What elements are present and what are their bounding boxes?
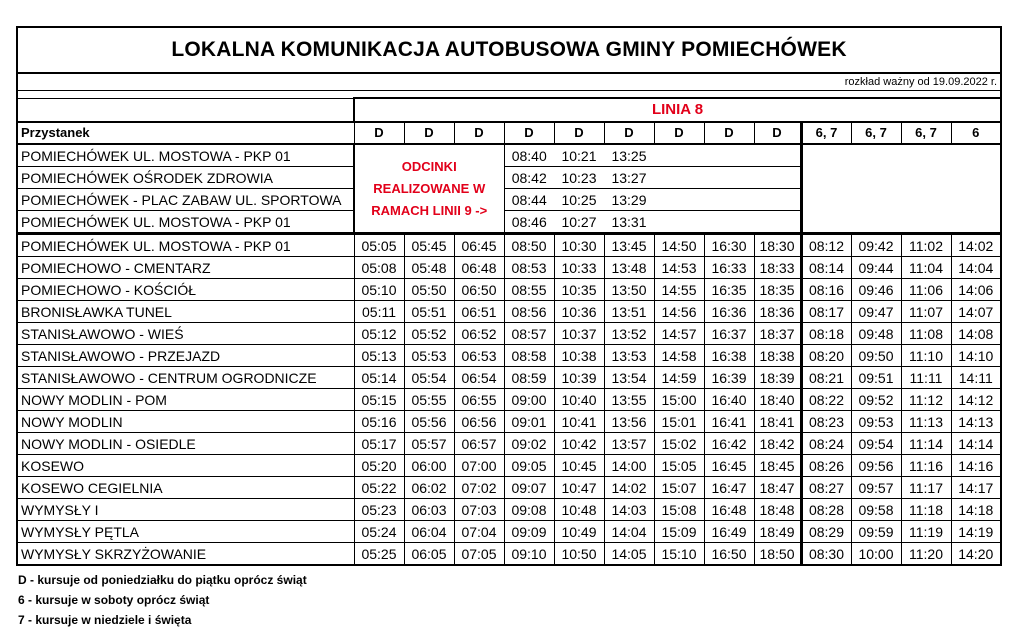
time-cell: 14:56 bbox=[654, 301, 704, 323]
time-cell: 11:18 bbox=[901, 499, 951, 521]
time-cell: 15:07 bbox=[654, 477, 704, 499]
legend-item: 6 - kursuje w soboty oprócz świąt bbox=[18, 593, 210, 607]
empty-cell bbox=[704, 189, 754, 211]
time-cell: 05:13 bbox=[354, 345, 404, 367]
time-cell: 11:06 bbox=[901, 279, 951, 301]
time-cell: 08:30 bbox=[801, 543, 851, 566]
time-cell: 14:11 bbox=[951, 367, 1001, 389]
page-title: LOKALNA KOMUNIKACJA AUTOBUSOWA GMINY POMIECHÓWEK bbox=[17, 27, 1001, 73]
time-cell: 05:16 bbox=[354, 411, 404, 433]
time-cell: 09:02 bbox=[504, 433, 554, 455]
time-cell: 10:42 bbox=[554, 433, 604, 455]
stop-name: POMIECHÓWEK UL. MOSTOWA - PKP 01 bbox=[17, 234, 354, 257]
time-cell: 16:48 bbox=[704, 499, 754, 521]
column-header: D bbox=[454, 122, 504, 144]
legend bbox=[18, 570, 307, 630]
time-cell: 09:46 bbox=[851, 279, 901, 301]
time-cell: 11:11 bbox=[901, 367, 951, 389]
stop-name: POMIECHÓWEK - PLAC ZABAW UL. SPORTOWA bbox=[17, 189, 354, 211]
time-cell: 18:41 bbox=[754, 411, 801, 433]
time-cell: 15:10 bbox=[654, 543, 704, 566]
time-cell: 13:27 bbox=[604, 167, 654, 189]
time-cell: 05:50 bbox=[404, 279, 454, 301]
time-cell: 09:10 bbox=[504, 543, 554, 566]
line-name: LINIA 8 bbox=[354, 98, 1001, 122]
time-cell: 08:53 bbox=[504, 257, 554, 279]
time-cell: 14:19 bbox=[951, 521, 1001, 543]
time-cell: 10:35 bbox=[554, 279, 604, 301]
time-cell: 06:48 bbox=[454, 257, 504, 279]
time-cell: 10:48 bbox=[554, 499, 604, 521]
time-cell: 05:53 bbox=[404, 345, 454, 367]
time-cell: 16:38 bbox=[704, 345, 754, 367]
empty-cell bbox=[654, 189, 704, 211]
stop-name: POMIECHÓWEK UL. MOSTOWA - PKP 01 bbox=[17, 144, 354, 167]
time-cell: 08:18 bbox=[801, 323, 851, 345]
time-cell: 14:08 bbox=[951, 323, 1001, 345]
time-cell: 11:16 bbox=[901, 455, 951, 477]
time-cell: 11:19 bbox=[901, 521, 951, 543]
time-cell: 06:45 bbox=[454, 234, 504, 257]
time-cell: 15:00 bbox=[654, 389, 704, 411]
column-header: D bbox=[704, 122, 754, 144]
time-cell: 09:57 bbox=[851, 477, 901, 499]
time-cell: 16:41 bbox=[704, 411, 754, 433]
table-row bbox=[17, 521, 1001, 543]
time-cell: 18:45 bbox=[754, 455, 801, 477]
time-cell: 14:03 bbox=[604, 499, 654, 521]
column-header: D bbox=[354, 122, 404, 144]
time-cell: 09:44 bbox=[851, 257, 901, 279]
time-cell: 08:58 bbox=[504, 345, 554, 367]
column-header: D bbox=[504, 122, 554, 144]
time-cell: 06:52 bbox=[454, 323, 504, 345]
time-cell: 14:07 bbox=[951, 301, 1001, 323]
column-header: D bbox=[654, 122, 704, 144]
empty-cell bbox=[654, 167, 704, 189]
time-cell: 15:01 bbox=[654, 411, 704, 433]
time-cell: 10:50 bbox=[554, 543, 604, 566]
stop-name: POMIECHÓWEK OŚRODEK ZDROWIA bbox=[17, 167, 354, 189]
time-cell: 05:10 bbox=[354, 279, 404, 301]
time-cell: 10:49 bbox=[554, 521, 604, 543]
table-row bbox=[17, 323, 1001, 345]
time-cell: 06:54 bbox=[454, 367, 504, 389]
time-cell: 05:24 bbox=[354, 521, 404, 543]
time-cell: 05:48 bbox=[404, 257, 454, 279]
time-cell: 14:14 bbox=[951, 433, 1001, 455]
time-cell: 16:37 bbox=[704, 323, 754, 345]
time-cell: 05:11 bbox=[354, 301, 404, 323]
stop-name: KOSEWO CEGIELNIA bbox=[17, 477, 354, 499]
time-cell: 18:50 bbox=[754, 543, 801, 566]
time-cell: 10:30 bbox=[554, 234, 604, 257]
time-cell: 07:05 bbox=[454, 543, 504, 566]
time-cell: 14:57 bbox=[654, 323, 704, 345]
time-cell: 07:00 bbox=[454, 455, 504, 477]
time-cell: 05:52 bbox=[404, 323, 454, 345]
time-cell: 11:20 bbox=[901, 543, 951, 566]
time-cell: 08:29 bbox=[801, 521, 851, 543]
legend-item: 7 - kursuje w niedziele i święta bbox=[18, 613, 192, 627]
time-cell: 06:02 bbox=[404, 477, 454, 499]
time-cell: 18:42 bbox=[754, 433, 801, 455]
table-row bbox=[17, 543, 1001, 566]
time-cell: 10:00 bbox=[851, 543, 901, 566]
time-cell: 09:54 bbox=[851, 433, 901, 455]
stop-name: WYMYSŁY I bbox=[17, 499, 354, 521]
time-cell: 07:04 bbox=[454, 521, 504, 543]
time-cell: 09:52 bbox=[851, 389, 901, 411]
time-cell: 08:16 bbox=[801, 279, 851, 301]
time-cell: 10:39 bbox=[554, 367, 604, 389]
time-cell: 08:59 bbox=[504, 367, 554, 389]
column-header: D bbox=[604, 122, 654, 144]
time-cell: 16:42 bbox=[704, 433, 754, 455]
time-cell: 15:02 bbox=[654, 433, 704, 455]
time-cell: 05:55 bbox=[404, 389, 454, 411]
time-cell: 09:47 bbox=[851, 301, 901, 323]
time-cell: 09:07 bbox=[504, 477, 554, 499]
time-cell: 11:14 bbox=[901, 433, 951, 455]
stop-name: STANISŁAWOWO - PRZEJAZD bbox=[17, 345, 354, 367]
time-cell: 09:01 bbox=[504, 411, 554, 433]
table-row bbox=[17, 345, 1001, 367]
time-cell: 10:21 bbox=[554, 144, 604, 167]
time-cell: 05:25 bbox=[354, 543, 404, 566]
time-cell: 14:20 bbox=[951, 543, 1001, 566]
time-cell: 09:50 bbox=[851, 345, 901, 367]
time-cell: 16:40 bbox=[704, 389, 754, 411]
time-cell: 05:22 bbox=[354, 477, 404, 499]
time-cell: 09:53 bbox=[851, 411, 901, 433]
time-cell: 05:08 bbox=[354, 257, 404, 279]
time-cell: 18:48 bbox=[754, 499, 801, 521]
time-cell: 18:37 bbox=[754, 323, 801, 345]
time-cell: 14:13 bbox=[951, 411, 1001, 433]
time-cell: 08:23 bbox=[801, 411, 851, 433]
time-cell: 08:20 bbox=[801, 345, 851, 367]
stop-name: POMIECHÓWEK UL. MOSTOWA - PKP 01 bbox=[17, 211, 354, 234]
time-cell: 08:26 bbox=[801, 455, 851, 477]
time-cell: 05:12 bbox=[354, 323, 404, 345]
time-cell: 11:08 bbox=[901, 323, 951, 345]
table-row bbox=[17, 499, 1001, 521]
time-cell: 13:56 bbox=[604, 411, 654, 433]
time-cell: 15:08 bbox=[654, 499, 704, 521]
time-cell: 18:47 bbox=[754, 477, 801, 499]
time-cell: 11:02 bbox=[901, 234, 951, 257]
time-cell: 11:07 bbox=[901, 301, 951, 323]
time-cell: 10:23 bbox=[554, 167, 604, 189]
time-cell: 08:42 bbox=[504, 167, 554, 189]
time-cell: 05:51 bbox=[404, 301, 454, 323]
validity-note: rozkład ważny od 19.09.2022 r. bbox=[17, 73, 1001, 91]
time-cell: 14:02 bbox=[951, 234, 1001, 257]
empty-cell bbox=[704, 144, 754, 167]
time-cell: 13:25 bbox=[604, 144, 654, 167]
time-cell: 09:48 bbox=[851, 323, 901, 345]
time-cell: 16:45 bbox=[704, 455, 754, 477]
time-cell: 14:05 bbox=[604, 543, 654, 566]
time-cell: 10:25 bbox=[554, 189, 604, 211]
time-cell: 11:12 bbox=[901, 389, 951, 411]
time-cell: 14:04 bbox=[951, 257, 1001, 279]
column-header: D bbox=[754, 122, 801, 144]
time-cell: 06:51 bbox=[454, 301, 504, 323]
spacer-row bbox=[17, 91, 1001, 99]
empty-cell bbox=[654, 211, 704, 234]
legend-item: D - kursuje od poniedziałku do piątku oprócz świąt bbox=[18, 573, 307, 587]
table-row bbox=[17, 433, 1001, 455]
time-cell: 14:10 bbox=[951, 345, 1001, 367]
time-cell: 13:57 bbox=[604, 433, 654, 455]
empty-cell bbox=[754, 167, 801, 189]
stop-name: KOSEWO bbox=[17, 455, 354, 477]
time-cell: 06:05 bbox=[404, 543, 454, 566]
time-cell: 08:50 bbox=[504, 234, 554, 257]
time-cell: 08:21 bbox=[801, 367, 851, 389]
table-row bbox=[17, 234, 1001, 257]
time-cell: 05:15 bbox=[354, 389, 404, 411]
time-cell: 14:12 bbox=[951, 389, 1001, 411]
time-cell: 08:55 bbox=[504, 279, 554, 301]
time-cell: 05:05 bbox=[354, 234, 404, 257]
time-cell: 10:38 bbox=[554, 345, 604, 367]
time-cell: 09:56 bbox=[851, 455, 901, 477]
stop-name: NOWY MODLIN bbox=[17, 411, 354, 433]
time-cell: 11:13 bbox=[901, 411, 951, 433]
table-row bbox=[17, 477, 1001, 499]
time-cell: 13:55 bbox=[604, 389, 654, 411]
time-cell: 06:56 bbox=[454, 411, 504, 433]
time-cell: 14:00 bbox=[604, 455, 654, 477]
time-cell: 08:46 bbox=[504, 211, 554, 234]
time-cell: 16:30 bbox=[704, 234, 754, 257]
table-row bbox=[17, 257, 1001, 279]
time-cell: 08:27 bbox=[801, 477, 851, 499]
time-cell: 13:31 bbox=[604, 211, 654, 234]
time-cell: 10:33 bbox=[554, 257, 604, 279]
stop-name: STANISŁAWOWO - WIEŚ bbox=[17, 323, 354, 345]
time-cell: 08:56 bbox=[504, 301, 554, 323]
time-cell: 06:57 bbox=[454, 433, 504, 455]
time-cell: 13:54 bbox=[604, 367, 654, 389]
time-cell: 05:20 bbox=[354, 455, 404, 477]
time-cell: 06:04 bbox=[404, 521, 454, 543]
time-cell: 06:03 bbox=[404, 499, 454, 521]
time-cell: 09:59 bbox=[851, 521, 901, 543]
time-cell: 09:08 bbox=[504, 499, 554, 521]
table-row bbox=[17, 411, 1001, 433]
stop-name: WYMYSŁY SKRZYŻOWANIE bbox=[17, 543, 354, 566]
time-cell: 06:53 bbox=[454, 345, 504, 367]
time-cell: 06:00 bbox=[404, 455, 454, 477]
time-cell: 10:36 bbox=[554, 301, 604, 323]
time-cell: 10:40 bbox=[554, 389, 604, 411]
time-cell: 08:57 bbox=[504, 323, 554, 345]
time-cell: 14:50 bbox=[654, 234, 704, 257]
time-cell: 09:58 bbox=[851, 499, 901, 521]
time-cell: 13:53 bbox=[604, 345, 654, 367]
time-cell: 18:39 bbox=[754, 367, 801, 389]
time-cell: 13:29 bbox=[604, 189, 654, 211]
time-cell: 11:10 bbox=[901, 345, 951, 367]
time-cell: 08:40 bbox=[504, 144, 554, 167]
time-cell: 14:04 bbox=[604, 521, 654, 543]
time-cell: 09:42 bbox=[851, 234, 901, 257]
empty-cell bbox=[704, 167, 754, 189]
time-cell: 10:37 bbox=[554, 323, 604, 345]
column-header: D bbox=[404, 122, 454, 144]
time-cell: 15:09 bbox=[654, 521, 704, 543]
table-row bbox=[17, 367, 1001, 389]
empty-cell bbox=[754, 211, 801, 234]
table-row bbox=[17, 279, 1001, 301]
time-cell: 09:09 bbox=[504, 521, 554, 543]
table-row bbox=[17, 389, 1001, 411]
time-cell: 13:45 bbox=[604, 234, 654, 257]
time-cell: 08:17 bbox=[801, 301, 851, 323]
time-cell: 14:18 bbox=[951, 499, 1001, 521]
time-cell: 16:47 bbox=[704, 477, 754, 499]
time-cell: 18:40 bbox=[754, 389, 801, 411]
time-cell: 15:05 bbox=[654, 455, 704, 477]
time-cell: 14:53 bbox=[654, 257, 704, 279]
time-cell: 05:56 bbox=[404, 411, 454, 433]
stop-column-header: Przystanek bbox=[17, 122, 354, 144]
time-cell: 14:58 bbox=[654, 345, 704, 367]
time-cell: 05:54 bbox=[404, 367, 454, 389]
column-header: 6, 7 bbox=[851, 122, 901, 144]
extra-row bbox=[17, 144, 1001, 167]
stop-name: WYMYSŁY PĘTLA bbox=[17, 521, 354, 543]
stop-name: NOWY MODLIN - OSIEDLE bbox=[17, 433, 354, 455]
time-cell: 14:02 bbox=[604, 477, 654, 499]
line9-note: ODCINKI REALIZOWANE W RAMACH LINII 9 -> bbox=[354, 144, 504, 234]
time-cell: 14:55 bbox=[654, 279, 704, 301]
time-cell: 10:27 bbox=[554, 211, 604, 234]
column-header: 6, 7 bbox=[901, 122, 951, 144]
time-cell: 16:36 bbox=[704, 301, 754, 323]
time-cell: 18:49 bbox=[754, 521, 801, 543]
timetable bbox=[16, 26, 1002, 566]
time-cell: 08:44 bbox=[504, 189, 554, 211]
header-blank bbox=[17, 98, 354, 122]
time-cell: 18:38 bbox=[754, 345, 801, 367]
time-cell: 18:36 bbox=[754, 301, 801, 323]
time-cell: 08:12 bbox=[801, 234, 851, 257]
time-cell: 06:55 bbox=[454, 389, 504, 411]
time-cell: 18:30 bbox=[754, 234, 801, 257]
table-row bbox=[17, 301, 1001, 323]
time-cell: 14:16 bbox=[951, 455, 1001, 477]
time-cell: 16:39 bbox=[704, 367, 754, 389]
stop-name: STANISŁAWOWO - CENTRUM OGRODNICZE bbox=[17, 367, 354, 389]
stop-name: POMIECHOWO - KOŚCIÓŁ bbox=[17, 279, 354, 301]
time-cell: 08:28 bbox=[801, 499, 851, 521]
table-row bbox=[17, 455, 1001, 477]
time-cell: 05:17 bbox=[354, 433, 404, 455]
time-cell: 10:47 bbox=[554, 477, 604, 499]
time-cell: 13:50 bbox=[604, 279, 654, 301]
column-header: 6 bbox=[951, 122, 1001, 144]
time-cell: 10:41 bbox=[554, 411, 604, 433]
stop-name: NOWY MODLIN - POM bbox=[17, 389, 354, 411]
time-cell: 14:06 bbox=[951, 279, 1001, 301]
time-cell: 13:52 bbox=[604, 323, 654, 345]
time-cell: 08:24 bbox=[801, 433, 851, 455]
time-cell: 06:50 bbox=[454, 279, 504, 301]
time-cell: 14:59 bbox=[654, 367, 704, 389]
time-cell: 09:05 bbox=[504, 455, 554, 477]
empty-cell bbox=[754, 144, 801, 167]
time-cell: 08:22 bbox=[801, 389, 851, 411]
time-cell: 11:17 bbox=[901, 477, 951, 499]
time-cell: 18:35 bbox=[754, 279, 801, 301]
column-header: 6, 7 bbox=[801, 122, 851, 144]
timetable-sheet bbox=[16, 26, 1000, 566]
column-header: D bbox=[554, 122, 604, 144]
time-cell: 13:51 bbox=[604, 301, 654, 323]
time-cell: 13:48 bbox=[604, 257, 654, 279]
empty-cell bbox=[704, 211, 754, 234]
time-cell: 05:14 bbox=[354, 367, 404, 389]
time-cell: 09:51 bbox=[851, 367, 901, 389]
time-cell: 08:14 bbox=[801, 257, 851, 279]
time-cell: 16:50 bbox=[704, 543, 754, 566]
time-cell: 16:33 bbox=[704, 257, 754, 279]
time-cell: 10:45 bbox=[554, 455, 604, 477]
time-cell: 05:23 bbox=[354, 499, 404, 521]
time-cell: 16:49 bbox=[704, 521, 754, 543]
weekend-empty-block bbox=[801, 144, 1001, 234]
stop-name: BRONISŁAWKA TUNEL bbox=[17, 301, 354, 323]
time-cell: 05:57 bbox=[404, 433, 454, 455]
time-cell: 07:03 bbox=[454, 499, 504, 521]
stop-name: POMIECHOWO - CMENTARZ bbox=[17, 257, 354, 279]
time-cell: 16:35 bbox=[704, 279, 754, 301]
time-cell: 14:17 bbox=[951, 477, 1001, 499]
empty-cell bbox=[754, 189, 801, 211]
time-cell: 11:04 bbox=[901, 257, 951, 279]
time-cell: 09:00 bbox=[504, 389, 554, 411]
time-cell: 05:45 bbox=[404, 234, 454, 257]
empty-cell bbox=[654, 144, 704, 167]
time-cell: 07:02 bbox=[454, 477, 504, 499]
time-cell: 18:33 bbox=[754, 257, 801, 279]
